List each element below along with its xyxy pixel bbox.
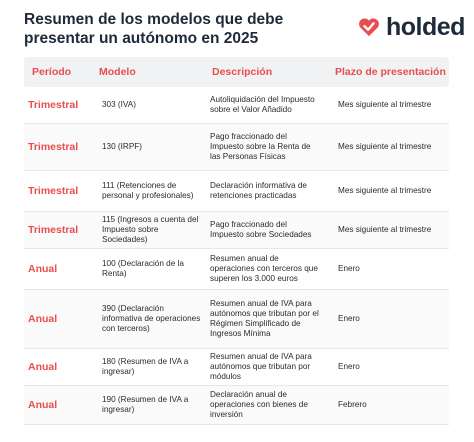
cell-descripcion: Pago fraccionado del Impuesto sobre Sociedades bbox=[210, 220, 312, 239]
table-row bbox=[24, 386, 449, 425]
table-row bbox=[24, 249, 449, 290]
cell-periodo: Trimestral bbox=[28, 99, 79, 111]
cell-modelo: 180 (Resumen de IVA a ingresar) bbox=[102, 357, 189, 376]
cell-modelo: 111 (Retenciones de personal y profesionales) bbox=[102, 181, 194, 200]
cell-periodo: Trimestral bbox=[28, 141, 79, 153]
cell-plazo: Mes siguiente al trimestre bbox=[338, 225, 432, 234]
page-title: Resumen de los modelos que debe presentar un autónomo en 2025 bbox=[24, 11, 284, 47]
cell-descripcion: Resumen anual de operaciones con terceros que superen los 3.000 euros bbox=[210, 254, 318, 283]
cell-periodo: Trimestral bbox=[28, 224, 79, 236]
cell-plazo: Enero bbox=[338, 264, 360, 273]
table-row bbox=[24, 349, 449, 386]
cell-plazo: Mes siguiente al trimestre bbox=[338, 142, 432, 151]
cell-plazo: Mes siguiente al trimestre bbox=[338, 186, 432, 195]
table-row bbox=[24, 124, 449, 171]
cell-modelo: 130 (IRPF) bbox=[102, 142, 143, 151]
cell-periodo: Anual bbox=[28, 399, 58, 411]
cell-periodo: Anual bbox=[28, 361, 58, 373]
cell-modelo: 100 (Declaración de la Renta) bbox=[102, 259, 184, 278]
models-table bbox=[24, 57, 449, 425]
holded-logo-icon bbox=[358, 16, 380, 38]
cell-periodo: Anual bbox=[28, 263, 58, 275]
header-modelo: Modelo bbox=[99, 66, 136, 78]
cell-descripcion: Declaración anual de operaciones con bienes de inversión bbox=[210, 390, 308, 419]
table-row bbox=[24, 171, 449, 212]
table-header bbox=[24, 57, 449, 87]
cell-plazo: Enero bbox=[338, 362, 360, 371]
cell-plazo: Febrero bbox=[338, 400, 367, 409]
table-row bbox=[24, 212, 449, 249]
table-row bbox=[24, 87, 449, 124]
cell-periodo: Trimestral bbox=[28, 185, 79, 197]
cell-plazo: Enero bbox=[338, 314, 360, 323]
cell-periodo: Anual bbox=[28, 313, 58, 325]
cell-modelo: 303 (IVA) bbox=[102, 100, 136, 109]
cell-descripcion: Autoliquidación del Impuesto sobre el Valor Añadido bbox=[210, 95, 315, 114]
cell-modelo: 190 (Resumen de IVA a ingresar) bbox=[102, 395, 189, 414]
table-row bbox=[24, 290, 449, 349]
cell-descripcion: Resumen anual de IVA para autónomos que tributan por el Régimen Simplificado de Ingresos Mínima bbox=[210, 299, 319, 338]
cell-descripcion: Resumen anual de IVA para autónomos que tributan por módulos bbox=[210, 352, 312, 381]
header-descripcion: Descripción bbox=[212, 66, 273, 78]
cell-descripcion: Declaración informativa de retenciones practicadas bbox=[210, 181, 307, 200]
header-periodo: Período bbox=[32, 66, 72, 78]
cell-modelo: 115 (Ingresos a cuenta del Impuesto sobre Sociedades) bbox=[102, 215, 199, 244]
header-plazo: Plazo de presentación bbox=[335, 66, 446, 78]
cell-descripcion: Pago fraccionado del Impuesto sobre la Renta de las Personas Físicas bbox=[210, 132, 311, 161]
logo-text: holded bbox=[386, 13, 465, 41]
cell-plazo: Mes siguiente al trimestre bbox=[338, 100, 432, 109]
cell-modelo: 390 (Declaración informativa de operaciones con terceros) bbox=[102, 304, 201, 333]
holded-logo bbox=[358, 15, 465, 39]
table-body bbox=[24, 87, 449, 425]
